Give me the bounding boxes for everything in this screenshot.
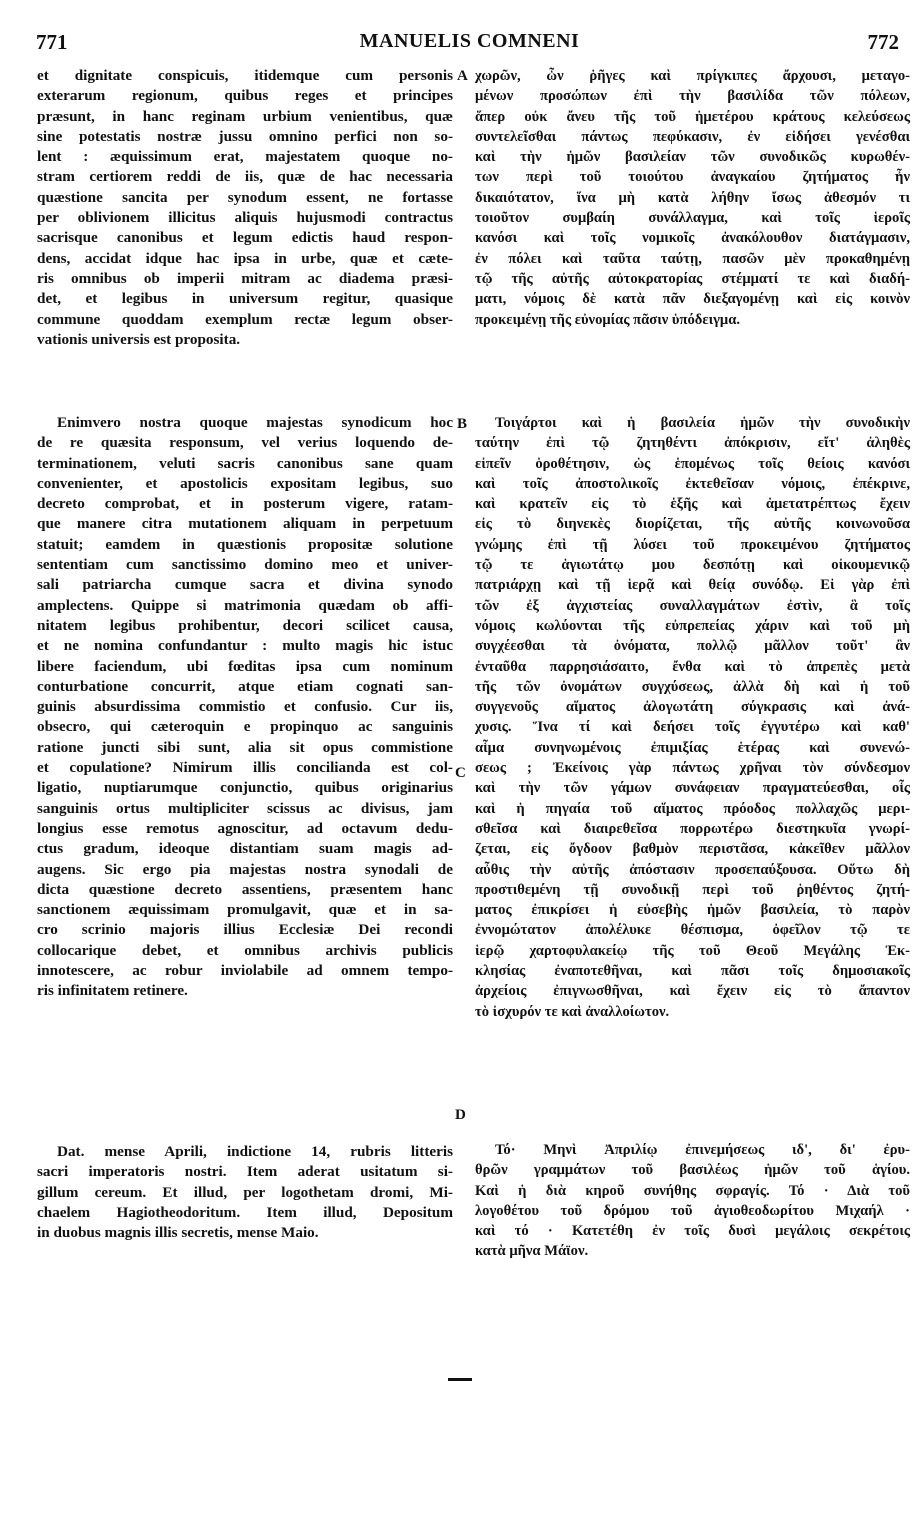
text-line: εἰς τὸ διηνεκὲς διορίζεται, τῆς αὐτῆς κοινωνοῦσα: [475, 516, 910, 533]
text-line: συγχέεσθαι τὰ ὀνόματα, πολλῷ μᾶλλον τοῦτ' ἂν: [475, 638, 910, 655]
text-line: dens, accidat idque hac ipsa in urbe, quæ et cæte-: [37, 249, 453, 267]
text-line: convenienter, et apostolicis expositam legibus, suo: [37, 474, 453, 492]
text-line: et ne nomina confundantur : multo magis hic istuc: [37, 637, 453, 655]
text-line: ctus gradum, ideoque distantiam suam magis ad-: [37, 840, 453, 858]
text-line: quæstione sancita per synodum essent, ne fortasse: [37, 188, 453, 206]
text-line: γνώμης ἐπὶ τῇ λύσει τοῦ προκειμένου ζητήματος: [475, 536, 910, 553]
text-line: per oblivionem illicitus aliquis hujusmodi contractus: [37, 209, 453, 227]
text-line: exterarum regionum, quibus reges et principes: [37, 87, 453, 105]
text-line: μένων προσώπων ἐπὶ τὴν βασιλίδα τῶν πόλεων,: [475, 88, 910, 105]
text-line: sali patriarcha cumque sacra et divina synodo: [37, 576, 453, 594]
text-line: δικαιότατον, ἵνα μὴ κατὰ λήθην ἴσως ἀθεσμόν τι: [475, 189, 910, 206]
text-line: πατριάρχῃ καὶ τῇ ἱερᾷ καὶ θείᾳ συνόδῳ. Εἰ γὰρ ἐπὶ: [475, 577, 910, 594]
text-line: sacri imperatoris nostri. Item aderat usitatum si-: [37, 1163, 453, 1181]
text-line: συντελεῖσθαι πάντως πεφύκασιν, ἐν εἰδήσει γενέσθαι: [475, 128, 910, 145]
text-line: αὖθις τὴν αὐτῆς ἀπόστασιν προσεπαύξουσα. Οὕτω δὴ: [475, 861, 910, 878]
section-marker-d: D: [455, 1107, 466, 1123]
text-line: καὶ τὴν ἡμῶν βασιλείαν τῶν συνοδικῶς κυρωθέν-: [475, 149, 910, 166]
text-line: ματι, νόμοις δὲ κατὰ πᾶν διεξαγομένῃ καὶ εἰς κοινὸν: [475, 291, 910, 308]
latin-paragraph-2: [37, 413, 453, 1002]
text-line: et dignitate conspicuis, itidemque cum personis: [37, 67, 453, 84]
text-line: συγγενοῦς αἵματος ἀλογωτάτη σύγκρασις καὶ ἀνά-: [475, 699, 910, 716]
text-line: sanctionem æquissimam promulgavit, quæ et in sa-: [37, 901, 453, 919]
text-line: lent : æquissimum erat, majestatem quoque no-: [37, 148, 453, 166]
text-line: κλησίας ἐναποτεθῆναι, καὶ πᾶσι τοῖς δημοσιακοῖς: [475, 963, 910, 980]
page-number-left: 771: [36, 30, 68, 54]
text-line: Τοιγάρτοι καὶ ἡ βασιλεία ἡμῶν τὴν συνοδικὴν: [495, 415, 910, 431]
section-marker-c: C: [455, 765, 466, 781]
text-line: de re quæsita responsum, vel verius loquendo de-: [37, 434, 453, 452]
text-line: κανόσι καὶ τοῖς νομικοῖς ἀνακόλουθον διατάγμασιν,: [475, 230, 910, 247]
text-line: obsecro, qui cæteroquin e propinquo ac sanguinis: [37, 718, 453, 736]
text-line: τῶν ἐξ ἀγχιστείας συναλλαγμάτων ἐστὶν, ἃ τοῖς: [475, 597, 910, 614]
greek-paragraph-2: [475, 413, 910, 1022]
text-line: θρῶν γραμμάτων τοῦ βασιλέως ἡμῶν τοῦ ἁγίου.: [475, 1162, 910, 1179]
text-line: sacrisque canonibus et legum edictis haud respon-: [37, 229, 453, 247]
text-line: ligatio, nuptiarumque conjunctio, quibus originarius: [37, 779, 453, 797]
text-line: statuit; eamdem in quæstionis propositæ solutione: [37, 535, 453, 553]
text-line: τῷ τῆς αὐτῆς αὐτοκρατορίας στέμματί τε καὶ διαδή-: [475, 270, 910, 287]
text-line: χωρῶν, ὧν ῥῆγες καὶ πρίγκιπες ἄρχουσι, μεταγο-: [475, 68, 910, 84]
text-line: vationis universis est proposita.: [37, 330, 241, 348]
text-line: det, et legibus in universum regitur, quasique: [37, 290, 453, 308]
text-line: καὶ τοῖς ἀποστολικοῖς ἐκτεθεῖσαν νόμοις, ἐπέκρινε,: [475, 475, 910, 492]
text-line: σθεῖσα καὶ διαιρεθεῖσα πορρωτέρω διεστηκυῖα γνωρί-: [475, 820, 910, 837]
text-line: que manere citra mutationem aliquam in perpetuum: [37, 515, 453, 533]
running-header: [36, 30, 903, 62]
text-line: σεως ; Ἐκείνοις γὰρ πάντως χρῆναι τὸν σύνδεσμον: [475, 760, 910, 777]
text-line: Dat. mense Aprili, indictione 14, rubris litteris: [57, 1143, 453, 1160]
text-line: ἀρχείοις ἐπιγνωσθῆναι, καὶ ἔχειν εἰς τὸ ἄπαντον: [475, 983, 910, 1000]
text-line: nitatem legibus prohibentur, decori scilicet causa,: [37, 616, 453, 634]
text-line: των περὶ τοῦ τοιούτου ἀναγκαίου ζητήματος ἦν: [475, 169, 910, 186]
text-line: stram certiorem reddi de iis, quæ de hac necessaria: [37, 168, 453, 186]
text-line: προστιθεμένη τῇ συνοδικῇ περὶ τοῦ ῥηθέντος ζητή-: [475, 881, 910, 898]
running-title: MANUELIS COMNENI: [359, 30, 580, 52]
text-line: sanguinis ortus multipliciter scissus ac divisus, jam: [37, 799, 453, 817]
text-line: collocarique debet, et omnibus archivis publicis: [37, 941, 453, 959]
text-line: guinis absurdissima commistio et confusio. Cur iis,: [37, 698, 453, 716]
text-line: λογοθέτου τοῦ δρόμου τοῦ ἁγιοθεοδωρίτου Μιχαήλ ·: [475, 1202, 910, 1219]
text-line: ἐν πόλει καὶ ταῦτα ταύτῃ, πασῶν μὲν προκαθημένῃ: [475, 250, 910, 267]
text-line: χυσις. Ἵνα τί καὶ δεήσει τοῖς ἐγγυτέρω καὶ καθ': [475, 719, 910, 736]
text-line: τῆς τῶν ὀνομάτων συγχύσεως, ἀλλὰ δὴ καὶ ἡ τοῦ: [475, 678, 910, 695]
text-line: dicta quæstione decreto assentiens, præsentem hanc: [37, 880, 453, 898]
text-line: τῷ τε ἁγιωτάτῳ μου δεσπότῃ καὶ οἰκουμενικῷ: [475, 557, 910, 574]
text-line: libere faciendum, ubi fœditas ipsa cum nominum: [37, 657, 453, 675]
text-line: καὶ τὴν τῶν γάμων συνάφειαν πραγματεύεσθαι, οἷς: [475, 780, 910, 797]
text-line: αἷμα συνηνωμένοις ἐπιμιξίας ἑτέρας καὶ συνενώ-: [475, 739, 910, 756]
page-number-right: 772: [867, 30, 899, 54]
latin-paragraph-1: [37, 66, 453, 350]
text-line: τοιοῦτον συμβαίη συνάλλαγμα, καὶ τοῖς ἱεροῖς: [475, 210, 910, 227]
text-line: κατὰ μῆνα Μάϊον.: [475, 1243, 589, 1260]
text-line: et copulatione? Nimirum illis concilianda est col-: [37, 759, 453, 777]
text-line: ris omnibus ob imperii mitram ac diadema præsi-: [37, 269, 453, 287]
greek-paragraph-3: [475, 1140, 910, 1262]
text-line: καὶ τό · Κατετέθη ἐν τοῖς δυσὶ μεγάλοις σεκρέτοις: [475, 1223, 910, 1240]
text-line: ἅπερ οὐκ ἄνευ τῆς τοῦ ἡμετέρου κράτους κελεύσεως: [475, 108, 910, 125]
end-dash: [448, 1378, 472, 1381]
text-line: sine potestatis nostræ jussu omnino perfici non so-: [37, 127, 453, 145]
text-line: sententiam cum sanctissimo domino meo et univer-: [37, 556, 453, 574]
text-line: terminationem, veluti sacris canonibus sane quam: [37, 454, 453, 472]
text-line: ἐννομώτατον ἀπολέλυκε θέσπισμα, ὀφεῖλον τῷ τε: [475, 922, 910, 939]
text-line: commune quoddam exemplum rectæ legum obser-: [37, 310, 453, 328]
text-line: ἱερῷ χαρτοφυλακείῳ τῆς τοῦ Θεοῦ Μεγάλης Ἐκ-: [475, 942, 910, 959]
text-line: Τό· Μηνὶ Ἀπριλίῳ ἐπινεμήσεως ιδ', δι' ἐρυ-: [495, 1142, 910, 1158]
text-line: ἐνταῦθα παρρησιάσαιτο, ἔνθα καὶ τὸ ἀπρεπὲς μετὰ: [475, 658, 910, 675]
section-marker-a: A: [457, 68, 468, 84]
latin-paragraph-3: [37, 1142, 453, 1243]
text-line: in duobus magnis illis secretis, mense Maio.: [37, 1224, 319, 1242]
text-line: ris infinitatem retinere.: [37, 982, 188, 1000]
text-line: καὶ ἡ πηγαία τοῦ αἵματος πρόοδος πολλαχῶς μερι-: [475, 800, 910, 817]
text-line: Καὶ ἡ διὰ κηροῦ συνήθης σφραγίς. Τό · Διὰ τοῦ: [475, 1182, 910, 1199]
text-line: conturbatione concurrit, atque etiam cognati san-: [37, 677, 453, 695]
text-line: ταύτην ἐπὶ τῷ ζητηθέντι ἀπόκρισιν, εἴτ' ἀληθὲς: [475, 435, 910, 452]
text-line: νόμοις κωλύονται τῆς εὐπρεπείας χάριν καὶ τοῦ μὴ: [475, 617, 910, 634]
text-line: augens. Sic ergo pia majestas nostra synodali de: [37, 860, 453, 878]
text-line: Enimvero nostra quoque majestas synodicum hoc: [57, 414, 453, 431]
text-line: ζεται, εἰς ὄγδοον βαθμὸν περιστᾶσα, κἀκεῖθεν μᾶλλον: [475, 841, 910, 858]
text-line: chaelem Hagiotheodoritum. Item illud, Depositum: [37, 1203, 453, 1221]
text-line: præsunt, in hanc reginam urbium venientibus, quæ: [37, 107, 453, 125]
text-line: τὸ ἰσχυρόν τε καὶ ἀναλλοίωτον.: [475, 1003, 670, 1020]
text-line: προκειμένῃ τῆς εὐνομίας πᾶσιν ὑπόδειγμα.: [475, 311, 740, 328]
text-line: cro scrinio majoris illius Ecclesiæ Dei recondi: [37, 921, 453, 939]
text-line: innotescere, ac robur inviolabile ad omnem tempo-: [37, 962, 453, 980]
text-line: ratione juncti sibi sunt, alia sit opus commistione: [37, 738, 453, 756]
text-line: καὶ κρατεῖν εἰς τὸ ἑξῆς καὶ ἀμετατρέπτως ἔχειν: [475, 496, 910, 513]
text-line: εἰπεῖν ὁροθέτησιν, ὡς ἑπομένως τοῖς θείοις κανόσι: [475, 455, 910, 472]
section-marker-b: B: [457, 416, 468, 432]
greek-paragraph-1: [475, 66, 910, 330]
text-line: ματος ἐπικρίσει ἡ εὐσεβὴς ἡμῶν βασιλεία, τὸ παρὸν: [475, 902, 910, 919]
text-line: longius esse remotus agnoscitur, ad octavum dedu-: [37, 819, 453, 837]
text-line: amplectens. Quippe si matrimonia quædam ob affi-: [37, 596, 453, 614]
text-line: decreto comprobat, et in posterum vigere, ratam-: [37, 495, 453, 513]
text-line: gillum cereum. Et illud, per logothetam dromi, Mi-: [37, 1183, 453, 1201]
